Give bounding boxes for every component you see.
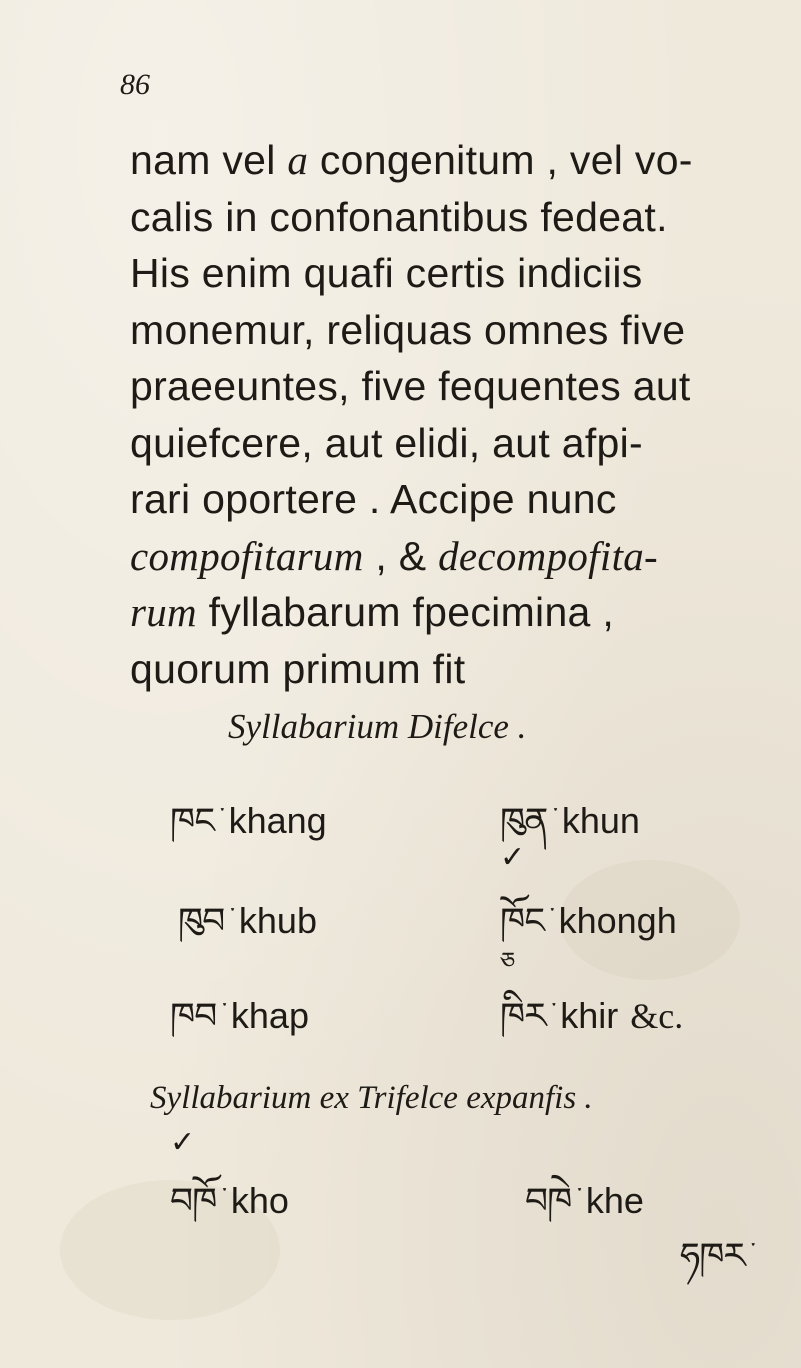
text-line: praeeuntes, five fequentes aut: [130, 363, 691, 409]
tsheg-mark: ་: [551, 999, 557, 1024]
tsheg-mark: ་: [219, 804, 225, 829]
page-number: 86: [120, 68, 150, 101]
syllable-entry: [170, 975, 309, 1077]
syllable-entry: [178, 880, 317, 982]
small-vowel-accent: ཅ: [500, 947, 516, 975]
syllabary-heading-difelce: Syllabarium Difelce .: [228, 707, 527, 746]
romanization: khun: [561, 800, 640, 841]
syllable-entry: [170, 780, 327, 882]
tibetan-syllable: ཁབ: [170, 996, 217, 1037]
tibetan-syllable: ཁུན: [500, 801, 548, 842]
text-line: monemur, reliquas omnes five: [130, 306, 686, 353]
romanization: khap: [230, 995, 309, 1036]
tsheg-mark: ་: [230, 904, 235, 929]
body-paragraph: [130, 132, 780, 697]
check-accent: ✓: [500, 840, 526, 875]
text-line: compofitarum , & decompofita-: [130, 532, 659, 579]
tsheg-mark: ་: [577, 1184, 582, 1209]
romanization: khang: [228, 800, 327, 841]
syllable-entry: [500, 880, 677, 982]
romanization: khir: [560, 995, 619, 1036]
tibetan-syllable: ཁང: [170, 801, 214, 842]
syllable-entry: [525, 1160, 644, 1262]
et-cetera: &c.: [630, 996, 684, 1036]
tsheg-mark: ་: [222, 999, 227, 1024]
tibetan-syllable: ཁོང: [500, 901, 544, 942]
text-line: quorum primum fit: [130, 645, 466, 692]
romanization: kho: [230, 1180, 289, 1221]
syllable-entry: [170, 1160, 289, 1262]
text-line: His enim quafi certis indiciis: [130, 250, 643, 296]
tsheg-mark: ་: [549, 904, 555, 929]
text-line: calis in confonantibus fedeat.: [130, 193, 668, 240]
text-line: quiefcere, aut elidi, aut afpi-: [130, 419, 643, 466]
tsheg-mark: ་: [553, 804, 558, 829]
romanization: khub: [238, 900, 317, 941]
tibetan-syllable: བཁེ: [525, 1181, 572, 1222]
tibetan-syllable: བཁོ: [170, 1181, 217, 1222]
text-line: rari oportere . Accipe nunc: [130, 476, 617, 522]
tibetan-syllable: ཁིར: [500, 996, 546, 1037]
check-accent: ✓: [170, 1125, 196, 1160]
text-line: nam vel a congenitum , vel vo-: [130, 137, 693, 183]
tibetan-syllable: ཧཁར: [680, 1236, 745, 1277]
tsheg-mark: ་: [222, 1184, 227, 1209]
syllabary-heading-trifelce: Syllabarium ex Trifelce expanfis .: [150, 1080, 593, 1116]
tibetan-syllable: ཁུབ: [178, 901, 225, 942]
syllable-entry: [680, 1215, 760, 1317]
tsheg-mark: ་: [750, 1239, 756, 1264]
syllable-entry: [500, 975, 683, 1077]
romanization: khongh: [558, 900, 677, 941]
romanization: khe: [585, 1180, 644, 1221]
text-line: rum fyllabarum fpecimina ,: [130, 589, 615, 635]
